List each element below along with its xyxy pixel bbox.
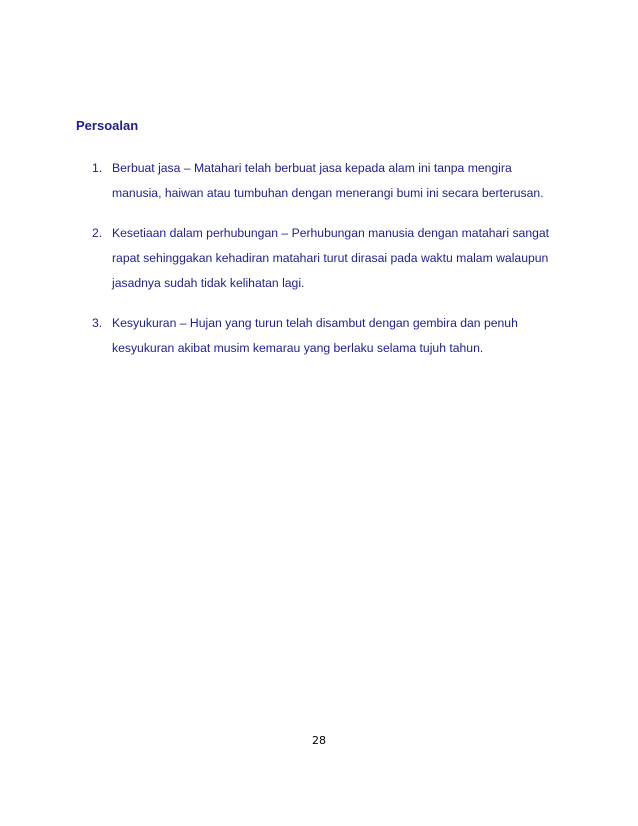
item-text-line: manusia, haiwan atau tumbuhan dengan menerangi bumi ini secara berterusan. xyxy=(112,186,544,200)
item-text-line: jasadnya sudah tidak kelihatan lagi. xyxy=(112,276,305,290)
item-number: 1. xyxy=(92,161,103,175)
item-text-line: Kesetiaan dalam perhubungan – Perhubungan manusia dengan matahari sangat xyxy=(112,226,550,240)
list-item xyxy=(92,311,582,361)
item-text-line: Kesyukuran – Hujan yang turun telah disambut dengan gembira dan penuh xyxy=(112,316,518,330)
item-number: 2. xyxy=(92,226,103,240)
item-text-line: rapat sehinggakan kehadiran matahari turut dirasai pada waktu malam walaupun xyxy=(112,251,549,265)
page-number: 28 xyxy=(312,734,326,747)
item-text-line: Berbuat jasa – Matahari telah berbuat jasa kepada alam ini tanpa mengira xyxy=(112,161,512,175)
numbered-list xyxy=(92,156,582,361)
list-item xyxy=(92,221,582,296)
item-text-line: kesyukuran akibat musim kemarau yang berlaku selama tujuh tahun. xyxy=(112,341,484,355)
section-heading: Persoalan xyxy=(76,118,139,133)
list-item xyxy=(92,156,582,206)
item-number: 3. xyxy=(92,316,103,330)
